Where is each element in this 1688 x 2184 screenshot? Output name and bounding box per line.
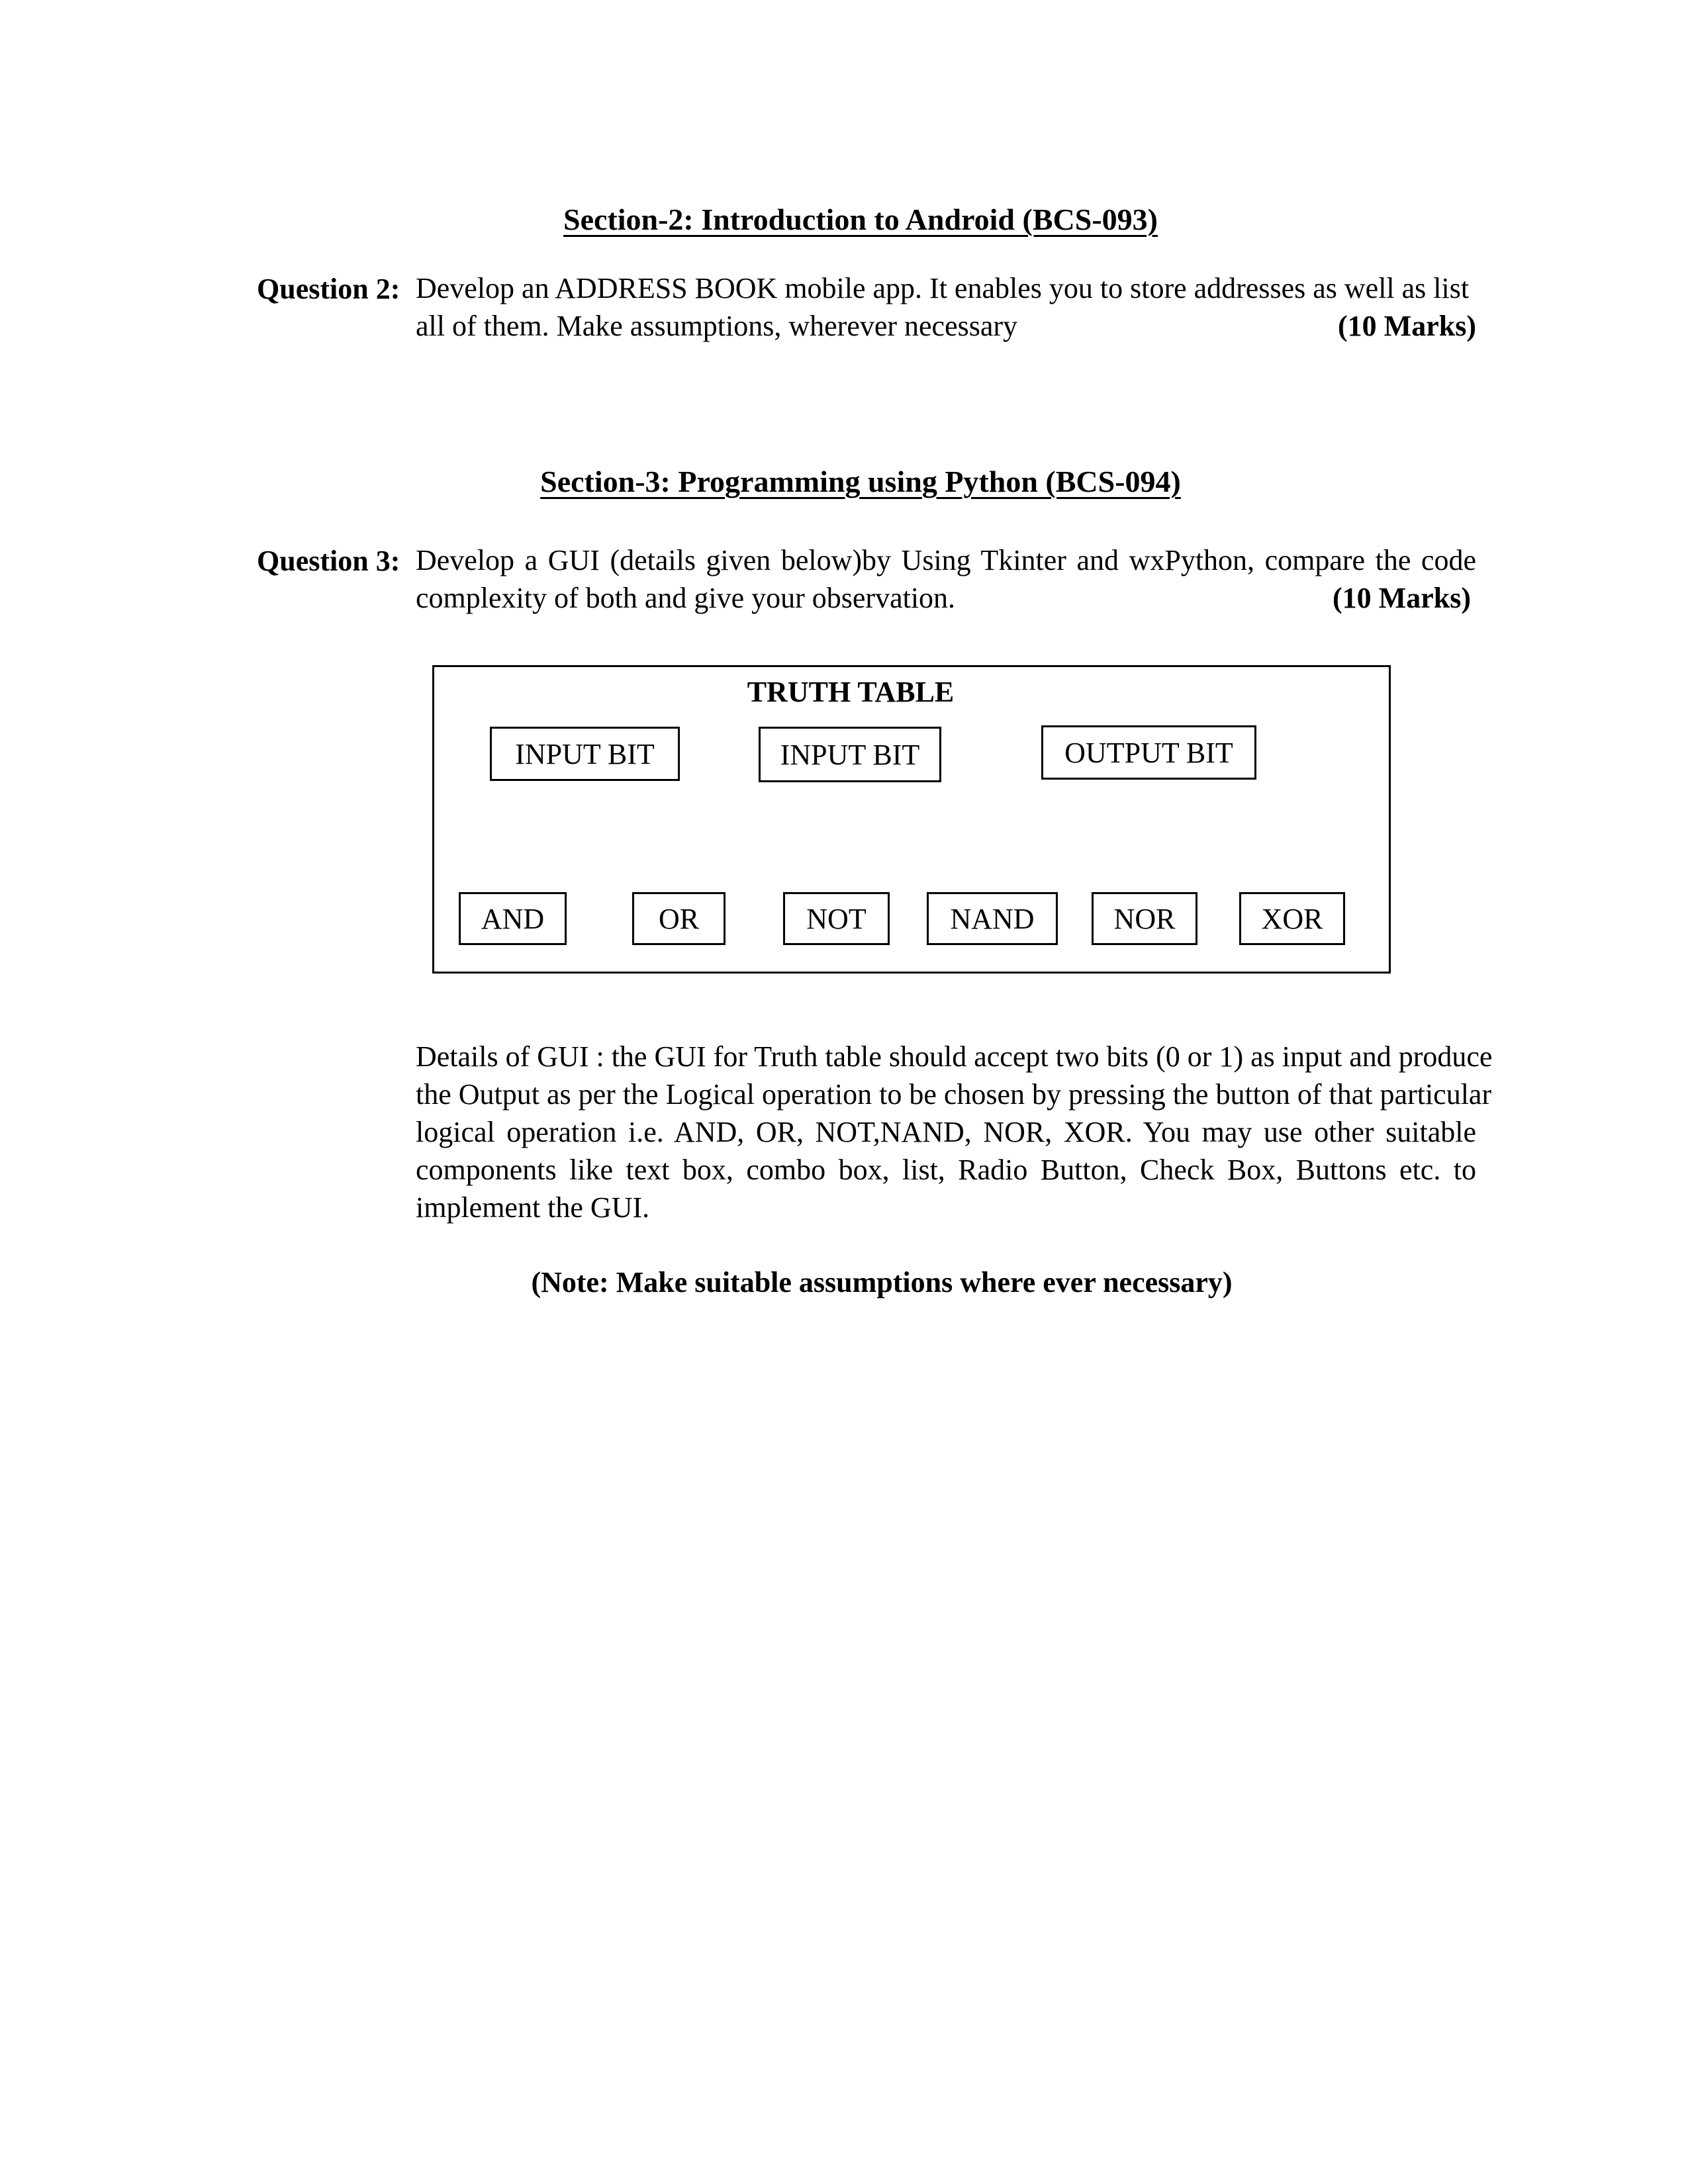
output-bit-box: OUTPUT BIT: [1041, 725, 1256, 780]
details-line-1: Details of GUI : the GUI for Truth table should accept two bits (0 or 1) as input and produce: [416, 1040, 1493, 1073]
section-3-title: Section-3: Programming using Python (BCS-094): [540, 465, 1181, 498]
input-bit-2-box: INPUT BIT: [759, 727, 941, 782]
assumptions-note: (Note: Make suitable assumptions where ever necessary): [531, 1266, 1233, 1298]
truth-table-title: TRUTH TABLE: [747, 676, 955, 708]
question-3-label: Question 3:: [257, 545, 400, 577]
question-3-line-2-text: complexity of both and give your observation.: [416, 582, 956, 614]
question-3-text: [416, 541, 1476, 617]
nor-button: NOR: [1092, 892, 1197, 945]
and-button: AND: [459, 892, 567, 945]
input-bit-1-box: INPUT BIT: [490, 727, 680, 781]
question-2-line-1: Develop an ADDRESS BOOK mobile app. It enables you to store addresses as well as list: [416, 272, 1470, 304]
xor-button: XOR: [1239, 892, 1345, 945]
question-2-marks: (10 Marks): [1338, 310, 1476, 342]
question-3-line-1: Develop a GUI (details given below)by Using Tkinter and wxPython, compare the code: [416, 544, 1476, 576]
not-button: NOT: [783, 892, 890, 945]
question-3-marks: (10 Marks): [1333, 582, 1471, 614]
nand-button: NAND: [927, 892, 1058, 945]
or-button: OR: [632, 892, 726, 945]
details-line-3: logical operation i.e. AND, OR, NOT,NAND, NOR, XOR. You may use other suitable: [416, 1116, 1476, 1148]
question-3-line-2: [416, 579, 1476, 617]
section-2-title: Section-2: Introduction to Android (BCS-093): [563, 203, 1158, 236]
details-line-4: components like text box, combo box, list, Radio Button, Check Box, Buttons etc. to: [416, 1154, 1476, 1186]
details-line-5: implement the GUI.: [416, 1191, 650, 1224]
question-2-line-2: [416, 307, 1476, 345]
question-2-line-2-text: all of them. Make assumptions, wherever necessary: [416, 310, 1018, 342]
details-line-2: the Output as per the Logical operation to be chosen by pressing the button of that particular: [416, 1078, 1492, 1111]
question-2-label: Question 2:: [257, 273, 400, 305]
gui-details-paragraph: [416, 1038, 1493, 1226]
question-2-text: [416, 269, 1476, 345]
